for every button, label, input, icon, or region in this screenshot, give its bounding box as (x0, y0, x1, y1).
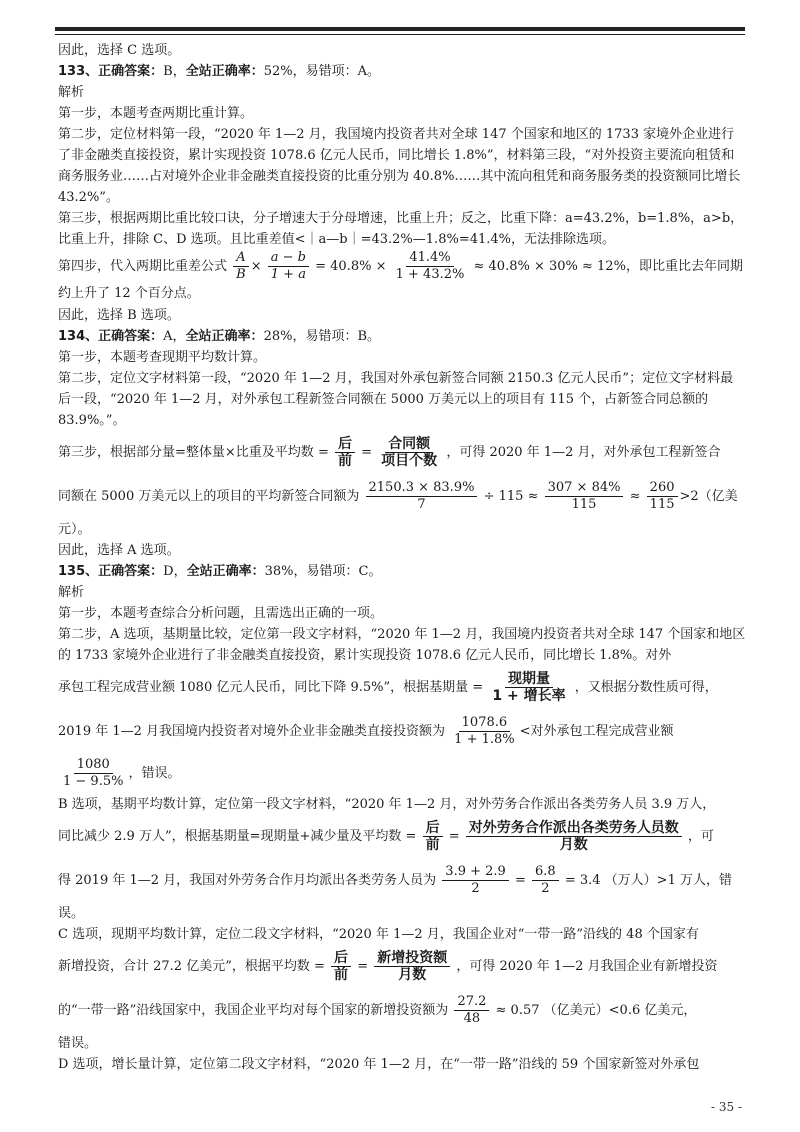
frac-260: $\frac{260}{115}$ (647, 480, 678, 513)
header-rule-thin (55, 34, 745, 35)
formula-frac-A-B: $\frac{A}{B}$ (233, 250, 249, 283)
frac-39: $\frac{3.9 + 2.9}{2}$ (442, 864, 509, 897)
frac-68: $\frac{6.8}{2}$ (532, 864, 559, 897)
step4-text: 第四步，代入两期比重差公式 (58, 259, 228, 274)
formula-result: ≈ 40.8% × 30% ≈ 12% (473, 259, 626, 274)
q134-step3: 第三步，根据部分量=整体量×比重及平均数 = $\frac{\text{后}}{\text{前}}$ = $\frac{\text{合同额}}{\text{项目个数}}$ ，可得 2020 年 1—2 月，对外承包工程新签合 (58, 436, 721, 469)
frac-invest: $\frac{\text{新增投资额}}{\text{月数}}$ (374, 950, 450, 983)
rate-value: 52%，易错项：A。 (263, 64, 381, 79)
approx-sign: ≈ (629, 489, 641, 504)
q135-option-c2: 新增投资，合计 27.2 亿美元”，根据平均数 = $\frac{\text{后}}{\text{前}}$ = $\frac{\text{新增投资额}}{\text{月数}}$ ，可得 2020 年 1—2 月我国企业有新增投资 (58, 950, 718, 983)
q134-answer-line (58, 326, 746, 347)
divide-sign: ÷ 115 ≈ (483, 489, 539, 504)
frac-10786: $\frac{1078.6}{1 + 1.8\%}$ (454, 715, 515, 747)
result-34: = 3.4 (564, 873, 601, 888)
document-body (58, 40, 746, 1075)
frac-272: $\frac{27.2}{48}$ (454, 994, 489, 1027)
q135-option-c4: 错误。 (58, 1036, 98, 1051)
frac-21503: $\frac{2150.3 \times 83.9\%}{7}$ (366, 480, 478, 513)
header-rule-thick (55, 27, 745, 31)
frac-307: $\frac{307 \times 84\%}{115}$ (545, 480, 624, 513)
step2b-text: 承包工程完成营业额 1080 亿元人民币，同比下降 9.5%”，根据基期量 (58, 680, 469, 695)
rate-value: 28%，易错项：B。 (263, 329, 381, 344)
answer-value: D， (163, 564, 187, 579)
q133-step4 (58, 250, 746, 305)
formula-frac-amb: $\frac{a - b}{1 + a}$ (268, 250, 309, 283)
jiexi-heading: 解析 (58, 585, 85, 600)
conclusion-line: 因此，选择 C 选项。 (58, 43, 181, 58)
optb-tail: ，可 (687, 829, 714, 844)
frac-hou-qian: $\frac{\text{后}}{\text{前}}$ (335, 436, 355, 469)
step3b-text: 同额在 5000 万美元以上的项目的平均新签合同额为 (58, 489, 360, 504)
rate-label: 全站正确率： (186, 564, 265, 579)
frac-htje: $\frac{\text{合同额}}{\text{项目个数}}$ (381, 436, 438, 469)
optb3-text: 得 2019 年 1—2 月，我国对外劳务合作月均派出各类劳务人员为 (58, 873, 437, 888)
q135-option-d: D 选项，增长量计算，定位第二段文字材料，“2020 年 1—2 月，在“一带一路”沿线的 59 个国家新签对外承包 (58, 1057, 700, 1072)
q135-option-b3: 得 2019 年 1—2 月，我国对外劳务合作月均派出各类劳务人员为 $\frac{3.9 + 2.9}{2}$ = $\frac{6.8}{2}$ = 3.4 （万人）>1 万人，错 (58, 864, 732, 896)
times-sign: × (250, 259, 266, 274)
jiexi-heading: 解析 (58, 85, 85, 100)
page-number: - 35 - (710, 1100, 742, 1114)
rate-label: 全站正确率： (185, 64, 264, 79)
q133-step2: 第二步，定位材料第一段，“2020 年 1—2 月，我国境内投资者共对全球 147 个国家和地区的 1733 家境外企业进行了非金融类直接投资，累计实现投资 1078.6 亿元人民币，同比增长 1.8%”，材料第三段，“对外投资主要流向租赁和商务服务业……占对境外企业非金融类直接投资的比重分别为 40.8%……其中流向租凭和商务服务类的投资额同比增长 43.2%”。 (58, 127, 741, 205)
q134-step2: 第二步，定位文字材料第一段，“2020 年 1—2 月，我国对外承包新签合同额 2150.3 亿元人民币”；定位文字材料最后一段，“2020 年 1—2 月，对外承包工程新签合同额在 5000 万美元以上的项目有 115 个，占新签合同总额的 83.9%。”。 (58, 371, 734, 428)
q134-step3c: 元）。 (58, 522, 91, 537)
q135-step2b: 承包工程完成营业额 1080 亿元人民币，同比下降 9.5%”，根据基期量 = $\frac{\text{现期量}}{\text{1 + 增长率}}$ ，又根据分数性质可得， (58, 671, 718, 704)
q135-option-b4: 误。 (58, 906, 85, 921)
answer-value: B， (163, 64, 186, 79)
answer-label: 正确答案： (98, 64, 164, 79)
step2d-tail: ，错误。 (128, 766, 181, 781)
q135-option-b2: 同比减少 2.9 万人”，根据基期量=现期量+减少量及平均数 = $\frac{\text{后}}{\text{前}}$ = $\frac{\text{对外劳务合作派出各类劳务人员数}}{\text{月数}}$ ，可 (58, 820, 714, 853)
conclusion-line: 因此，选择 A 选项。 (58, 543, 180, 558)
answer-value: A， (163, 329, 186, 344)
optc-text: 新增投资，合计 27.2 亿美元”，根据平均数 (58, 959, 310, 974)
optc-tail: ，可得 2020 年 1—2 月我国企业有新增投资 (456, 959, 718, 974)
q135-step1: 第一步，本题考查综合分析问题，且需选出正确的一项。 (58, 606, 384, 621)
rate-label: 全站正确率： (185, 329, 264, 344)
step3-text: 第三步，根据部分量=整体量×比重及平均数 (58, 445, 314, 460)
result-057: ≈ 0.57 (495, 1003, 540, 1018)
frac-hou-qian: $\frac{\text{后}}{\text{前}}$ (423, 820, 443, 853)
conclusion-line: 因此，选择 B 选项。 (58, 308, 180, 323)
q133-step3: 第三步，根据两期比重比较口诀，分子增速大于分母增速，比重上升；反之，比重下降：a=43.2%，b=1.8%，a>b，比重上升，排除 C、D 选项。且比重差值<｜a—b｜=43.2%—1.8%=41.4%，无法排除选项。 (58, 211, 744, 247)
q133-step1: 第一步，本题考查两期比重计算。 (58, 106, 254, 121)
step3b-tail: >2（亿美 (679, 489, 738, 504)
formula-frac-414: $\frac{41.4\%}{1 + 43.2\%}$ (395, 250, 465, 282)
step4-tail: ，即比重比去年同期约上升了 12 个百分点。 (58, 259, 743, 301)
frac-hou-qian: $\frac{\text{后}}{\text{前}}$ (331, 950, 351, 983)
step2c-text: 2019 年 1—2 月我国境内投资者对境外企业非金融类直接投资额为 (58, 724, 446, 739)
q135-option-b: B 选项，基期平均数计算，定位第一段文字材料，“2020 年 1—2 月，对外劳务合作派出各类劳务人员 3.9 万人， (58, 797, 716, 812)
step3-tail: ，可得 2020 年 1—2 月，对外承包工程新签合 (446, 445, 721, 460)
answer-label: 正确答案： (98, 564, 164, 579)
q135-step2c (58, 710, 746, 754)
q134-step3b (58, 475, 746, 519)
rate-value: 38%，易错项：C。 (264, 564, 382, 579)
formula-eq: = 40.8% × (315, 259, 387, 274)
q135-step2d (58, 754, 746, 794)
question-number: 134、 (58, 329, 99, 344)
q135-step2: 第二步，A 选项，基期量比较，定位第一段文字材料，“2020 年 1—2 月，我国境内投资者共对全球 147 个国家和地区的 1733 家境外企业进行了非金融类直接投资，累计实现投资 1078.6 亿元人民币，同比增长 1.8%。对外 (58, 627, 746, 663)
q135-option-c: C 选项，现期平均数计算，定位二段文字材料，“2020 年 1—2 月，我国企业对“一带一路”沿线的 48 个国家有 (58, 927, 699, 942)
q135-option-c3 (58, 989, 746, 1033)
question-number: 133、 (58, 64, 99, 79)
optc3-text: 的“一带一路”沿线国家中，我国企业平均对每个国家的新增投资额为 (58, 1003, 449, 1018)
optb-text: 同比减少 2.9 万人”，根据基期量=现期量+减少量及平均数 (58, 829, 402, 844)
step2c-tail: <对外承包工程完成营业额 (519, 724, 674, 739)
answer-label: 正确答案： (98, 329, 164, 344)
q133-answer-line (58, 61, 746, 82)
frac-labor: $\frac{\text{对外劳务合作派出各类劳务人员数}}{\text{月数}}$ (466, 820, 682, 853)
optc3-tail: （亿美元）<0.6 亿美元， (543, 1003, 697, 1018)
optb3-tail: （万人）>1 万人，错 (604, 873, 732, 888)
frac-base-formula: $\frac{\text{现期量}}{\text{1 + 增长率}}$ (492, 671, 566, 704)
q134-step1: 第一步，本题考查现期平均数计算。 (58, 350, 267, 365)
frac-1080: $\frac{1080}{1 - 9.5\%}$ (63, 757, 124, 789)
question-number: 135、 (58, 564, 99, 579)
step2b-tail: ，又根据分数性质可得， (574, 680, 718, 695)
q135-answer-line (58, 561, 746, 582)
